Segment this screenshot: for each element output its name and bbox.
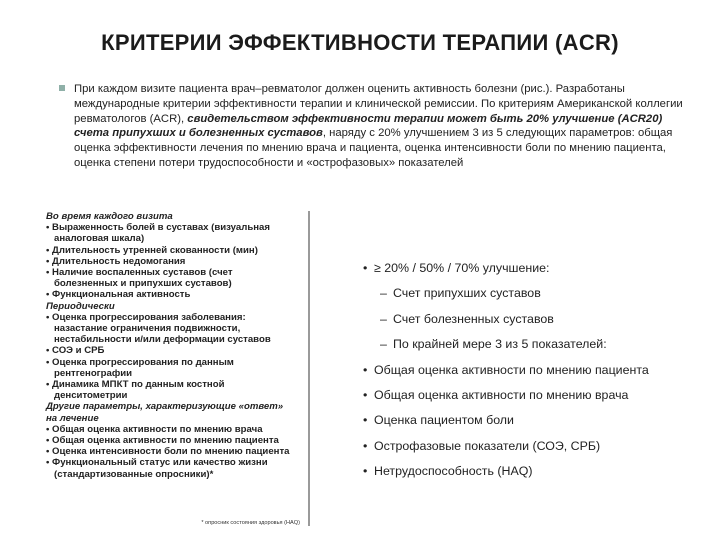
- criteria-item: [360, 358, 700, 383]
- criteria-text: Счет припухших суставов: [393, 286, 541, 301]
- left-panel-item: • Динамика МПКТ по данным костной: [46, 379, 225, 391]
- criteria-subitem: [360, 281, 700, 306]
- criteria-subitem: [360, 307, 700, 332]
- left-panel-item: рентгенографии: [54, 367, 133, 379]
- criteria-item: [360, 408, 700, 433]
- criteria-item: [360, 434, 700, 459]
- criteria-text: По крайней мере 3 из 5 показателей:: [393, 337, 607, 352]
- criteria-item: [360, 256, 700, 281]
- left-panel-item: • Выраженность болей в суставах (визуальная: [46, 222, 270, 234]
- left-panel-item: • СОЭ и СРБ: [46, 345, 105, 357]
- left-panel-item: • Функциональная активность: [46, 289, 191, 301]
- acr-criteria-panel: [360, 256, 700, 485]
- left-panel-item: • Оценка прогрессирования по данным: [46, 356, 234, 368]
- criteria-text: Острофазовые показатели (СОЭ, СРБ): [374, 438, 601, 453]
- intro-paragraph: [74, 82, 686, 171]
- page-title: КРИТЕРИИ ЭФФЕКТИВНОСТИ ТЕРАПИИ (ACR): [101, 30, 619, 55]
- left-panel-item: назастание ограничения подвижности,: [54, 323, 241, 335]
- criteria-text: Нетрудоспособность (HAQ): [374, 464, 533, 479]
- criteria-item: [360, 459, 700, 484]
- left-panel-item: аналоговая шкала): [54, 233, 145, 245]
- left-panel-item: • Длительность недомогания: [46, 255, 186, 267]
- criteria-item: [360, 383, 700, 408]
- bullet-marker: •: [363, 438, 368, 453]
- left-panel-heading: Другие параметры, характеризующие «ответ»: [46, 401, 284, 413]
- intro-text-start: При каждом визите пациента врач–ревматолог должен оценить активность болезни (рис.). Разработаны международные критерии эффективности терапии и клинической ремиссии. По критериям Американской коллегии ревматологов (ACR),: [74, 83, 683, 125]
- criteria-text: Общая оценка активности по мнению врача: [374, 388, 629, 403]
- dash-marker: –: [380, 337, 387, 352]
- criteria-text: Оценка пациентом боли: [374, 413, 514, 428]
- bullet-marker: •: [363, 413, 368, 428]
- bullet-marker: •: [363, 464, 368, 479]
- left-panel-item: • Функциональный статус или качество жизни: [46, 457, 268, 469]
- criteria-subitem: [360, 332, 700, 357]
- left-panel-item: болезненных и припухших суставов): [54, 278, 232, 290]
- left-panel-item: (стандартизованные опросники)*: [54, 468, 214, 480]
- left-panel-item: • Оценка прогрессирования заболевания:: [46, 311, 246, 323]
- left-panel-item: нестабильности и/или деформации суставов: [54, 334, 271, 346]
- criteria-text: ≥ 20% / 50% / 70% улучшение:: [374, 261, 550, 275]
- left-panel-heading: Периодически: [46, 300, 115, 312]
- bullet-marker: •: [363, 261, 368, 275]
- left-panel-item: • Наличие воспаленных суставов (счет: [46, 267, 233, 279]
- left-panel-heading: на лечение: [46, 412, 99, 424]
- left-panel-item: • Общая оценка активности по мнению врача: [46, 423, 263, 435]
- monitoring-parameters-panel: [46, 211, 310, 526]
- intro-text-end: , наряду с 20% улучшением 3 из 5 следующих параметров: общая оценка эффективности лечения по мнению врача и пациента, оценка интенсивности боли по мнению пациента, оценка степени потери трудоспособности и «острофазовых» показателей: [74, 127, 673, 169]
- dash-marker: –: [380, 286, 387, 301]
- left-panel-item: денситометрии: [54, 390, 128, 402]
- left-panel-heading: Во время каждого визита: [46, 211, 173, 222]
- dash-marker: –: [380, 311, 387, 326]
- left-panel-item: • Оценка интенсивности боли по мнению пациента: [46, 446, 290, 458]
- left-panel-item: • Общая оценка активности по мнению пациента: [46, 435, 279, 447]
- left-panel-footnote: * опросник состояния здоровья (HAQ): [201, 520, 300, 526]
- intro-emphasis: свидетельством эффективности терапии может быть 20% улучшение (ACR20) счета припухших и болезненных суставов: [74, 112, 663, 140]
- criteria-text: Счет болезненных суставов: [393, 311, 554, 326]
- bullet-marker: •: [363, 362, 368, 377]
- criteria-text: Общая оценка активности по мнению пациента: [374, 362, 649, 377]
- square-bullet-icon: [59, 85, 65, 91]
- left-panel-item: • Длительность утренней скованности (мин): [46, 244, 258, 256]
- bullet-marker: •: [363, 388, 368, 403]
